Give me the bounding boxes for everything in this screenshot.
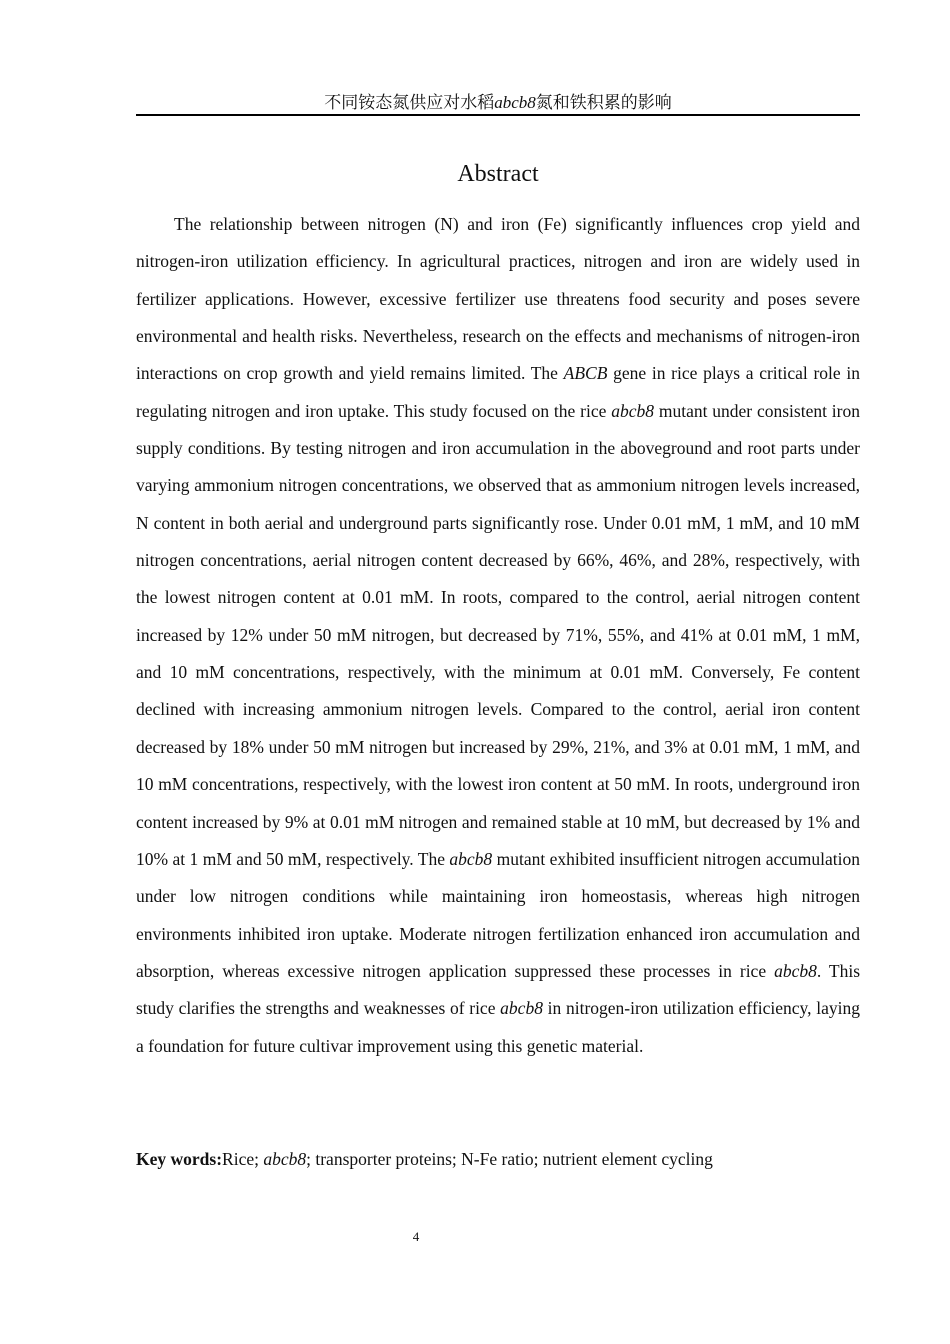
abstract-gene-abcb8: abcb8: [611, 400, 654, 421]
header-text-1: 不同铵态氮供应对水稻: [324, 93, 495, 112]
keywords-label: Key words:: [136, 1149, 223, 1169]
abstract-gene-abcb8: abcb8: [500, 998, 543, 1019]
abstract-title: Abstract: [457, 161, 539, 187]
header-text-2: 氮和铁积累的影响: [535, 93, 672, 112]
abstract-text: The relationship between nitrogen (N) and iron (Fe) significantly influences crop yield and nitrogen-iron utilization efficiency. In agricultural practices, nitrogen and iron are widely used in fertilizer applications. However, excessive fertilizer use threatens food security and poses severe environmental and health risks. Nevertheless, research on the effects and mechanisms of nitrogen-iron interactions on crop growth and yield remains limited. The: [136, 214, 860, 384]
page-number: 4: [412, 1229, 420, 1244]
abstract-text: gene in rice plays a critical role in regulating nitrogen and iron uptake. This study focused on the rice: [136, 363, 860, 421]
header-rule: [136, 114, 860, 116]
abstract-text: . This study clarifies the strengths and weaknesses of rice: [136, 960, 861, 1019]
keyword-text: Rice;: [222, 1149, 264, 1169]
abstract-text: mutant exhibited insufficient nitrogen accumulation under low nitrogen conditions while maintaining iron homeostasis, whereas high nitrogen environments inhibited iron uptake. Moderate nitrogen fertilization enhanced iron accumulation and absorption, whereas excessive nitrogen application suppressed these processes in rice: [136, 848, 860, 981]
keyword-text: ; transporter proteins; N-Fe ratio; nutrient element cycling: [306, 1149, 713, 1169]
header-gene-name: abcb8: [494, 93, 536, 112]
running-header: [136, 91, 860, 115]
abstract-gene-abcb8: abcb8: [774, 960, 817, 981]
abstract-gene-abcb8: abcb8: [449, 848, 493, 869]
abstract-gene-abcb: ABCB: [563, 363, 608, 384]
abstract-body: [136, 206, 860, 1065]
keywords-line: [136, 1141, 860, 1177]
abstract-text: mutant under consistent iron supply conditions. By testing nitrogen and iron accumulation in the aboveground and root parts under varying ammonium nitrogen concentrations, we observed that as ammonium nitrogen levels increased, N content in both aerial and underground parts significantly rose. Under 0.01 mM, 1 mM, and 10 mM nitrogen concentrations, aerial nitrogen content decreased by 66%, 46%, and 28%, respectively, with the lowest nitrogen content at 0.01 mM. In roots, compared to the control, aerial nitrogen content increased by 12% under 50 mM nitrogen, but decreased by 71%, 55%, and 41% at 0.01 mM, 1 mM, and 10 mM concentrations, respectively, with the minimum at 0.01 mM. Conversely, Fe content declined with increasing ammonium nitrogen levels. Compared to the control, aerial iron content decreased by 18% under 50 mM nitrogen but increased by 29%, 21%, and 3% at 0.01 mM, 1 mM, and 10 mM concentrations, respectively, with the lowest iron content at 50 mM. In roots, underground iron content increased by 9% at 0.01 mM nitrogen and remained stable at 10 mM, but decreased by 1% and 10% at 1 mM and 50 mM, respectively. The: [136, 400, 860, 869]
abstract-text: in nitrogen-iron utilization efficiency, laying a foundation for future cultivar improvement using this genetic material.: [136, 998, 860, 1056]
keyword-gene: abcb8: [263, 1149, 307, 1169]
